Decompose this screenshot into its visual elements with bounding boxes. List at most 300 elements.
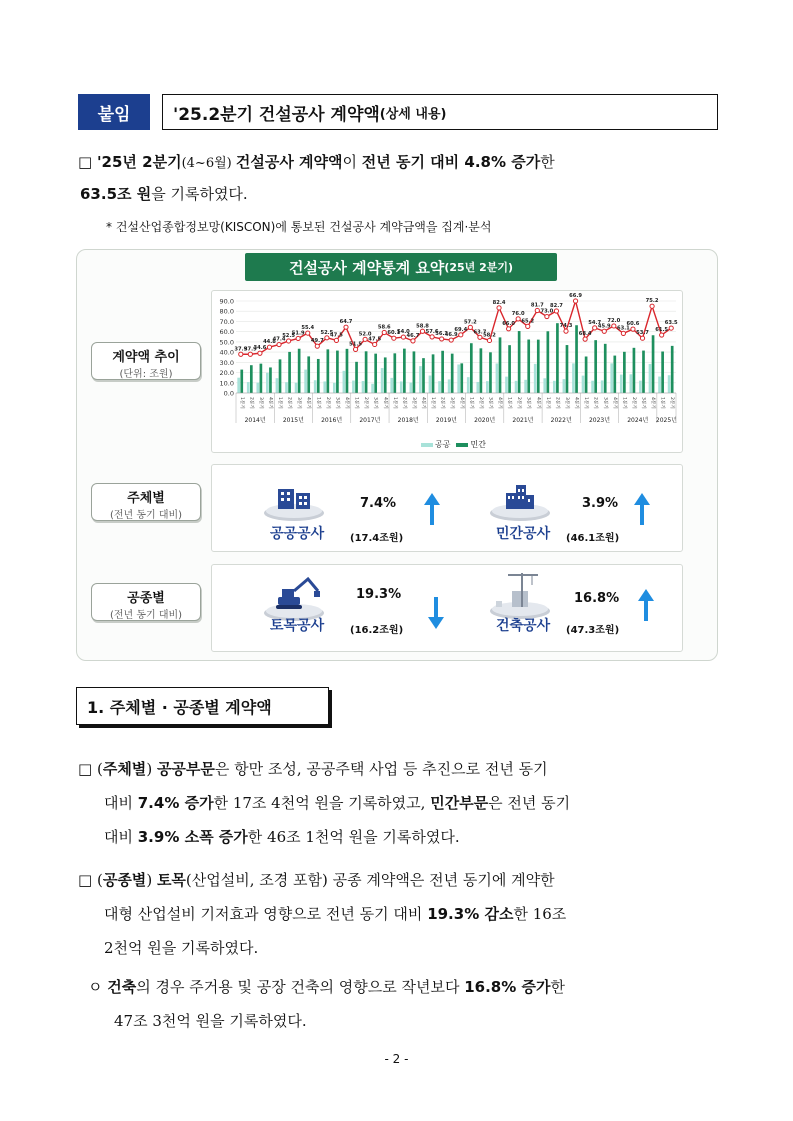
total-point: [277, 342, 281, 346]
bar-private: [240, 370, 243, 393]
year-label: 2018년: [397, 417, 419, 424]
total-point: [478, 335, 482, 339]
bar-public: [276, 378, 279, 393]
bar-private: [298, 349, 301, 393]
total-point: [516, 317, 520, 321]
bar-public: [543, 378, 546, 393]
public-up-arrow-icon: [424, 493, 440, 525]
x-tick-label: 4분기: [305, 397, 311, 409]
x-tick-label: 2분기: [554, 397, 560, 409]
bar-private: [489, 352, 492, 393]
y-tick-label: 80.0: [219, 307, 234, 316]
legend-public: [421, 439, 450, 450]
x-tick-label: 4분기: [458, 397, 464, 409]
x-tick-label: 3분기: [257, 397, 263, 409]
x-tick-label: 1분기: [468, 397, 474, 409]
x-tick-label: 4분기: [344, 397, 349, 409]
year-label: 2014년: [244, 417, 266, 424]
bar-public: [256, 383, 259, 393]
private-amount: (46.1조원): [566, 533, 620, 544]
bar-private: [327, 349, 330, 393]
bar-public: [314, 380, 317, 393]
bar-public: [237, 378, 240, 393]
bar-private: [527, 340, 530, 393]
bar-public: [304, 370, 307, 393]
bar-public: [486, 381, 489, 393]
total-point: [564, 329, 568, 333]
summary-title: [245, 253, 557, 281]
intro-line-1: [78, 147, 555, 179]
bar-public: [352, 381, 355, 393]
intro-change: 전년 동기 대비 4.8% 증가: [361, 153, 541, 171]
bar-public: [266, 373, 269, 393]
x-tick-label: 2분기: [401, 397, 407, 409]
x-tick-label: 2분기: [324, 397, 330, 409]
type-line-3: [78, 931, 566, 965]
attachment-title-box: [162, 94, 718, 130]
type-text-3: 한 16조: [513, 905, 567, 923]
public-pct: 7.4%: [360, 496, 397, 511]
bar-public: [524, 380, 527, 393]
bar-private: [307, 356, 310, 393]
public-change: 7.4% 증가: [137, 794, 214, 812]
total-point: [497, 306, 501, 310]
x-tick-label: 1분기: [544, 397, 550, 409]
year-label: 2025년: [655, 417, 677, 424]
building-up-arrow-icon: [638, 589, 654, 621]
building-construction-label: 건축공사: [496, 618, 551, 634]
x-tick-label: 2분기: [248, 397, 254, 409]
bar-private: [585, 357, 588, 393]
bar-private: [518, 331, 521, 393]
paren-close: ): [146, 760, 157, 778]
x-tick-label: 3분기: [449, 397, 455, 409]
bar-public: [505, 377, 508, 393]
total-point: [373, 342, 377, 346]
y-tick-label: 40.0: [219, 348, 234, 357]
total-point: [602, 329, 606, 333]
point-label: 73.0: [540, 308, 554, 315]
x-tick-label: 2분기: [669, 397, 675, 409]
bar-public: [419, 366, 422, 393]
bar-private: [633, 348, 636, 393]
point-label: 63.5: [664, 320, 678, 327]
page-number: - 2 -: [384, 1052, 409, 1066]
point-label: 63.1: [616, 325, 630, 332]
bar-private: [460, 363, 463, 393]
bar-public: [457, 364, 460, 393]
bar-private: [652, 335, 655, 393]
public-amount: (17.4조원): [350, 533, 404, 544]
square-bullet: □: [78, 760, 93, 778]
point-label: 46.7: [406, 332, 420, 339]
type-text-4: 2천억 원을 기록하였다.: [104, 939, 259, 957]
bar-public: [438, 381, 441, 393]
bar-public: [467, 377, 470, 393]
total-point: [459, 333, 463, 337]
type-line-1: [78, 863, 566, 897]
bar-public: [572, 363, 575, 393]
entity-label-sub: (전년 동기 대비): [109, 510, 183, 521]
private-building-icon: [488, 483, 558, 525]
bar-private: [642, 351, 645, 393]
point-label: 45.9: [597, 323, 611, 330]
total-point: [468, 325, 472, 329]
summary-title-text: 건설공사 계약통계 요약: [288, 258, 445, 277]
type-label-sub: (전년 동기 대비): [109, 610, 183, 621]
x-tick-label: 4분기: [535, 397, 541, 409]
x-tick-label: 3분기: [602, 397, 608, 409]
building-keyword: 건축: [107, 978, 137, 996]
x-tick-label: 4분기: [650, 397, 656, 409]
bar-public: [534, 364, 537, 393]
x-tick-label: 1분기: [659, 397, 665, 409]
total-point: [631, 327, 635, 331]
paren-open: (: [96, 871, 103, 889]
trend-label: [91, 342, 201, 380]
public-sector-keyword: 공공부문: [156, 760, 215, 778]
total-point: [353, 347, 357, 351]
point-label: 65.2: [521, 318, 535, 325]
intro-subject: 건설공사 계약액: [235, 153, 343, 171]
type-text-2: 대형 산업설비 기저효과 영향으로 전년 동기 대비: [104, 905, 428, 923]
bar-private: [250, 365, 253, 393]
total-point: [325, 336, 329, 340]
point-label: 54.7: [588, 319, 602, 326]
bar-private: [556, 323, 559, 393]
x-tick-label: 1분기: [353, 397, 359, 409]
entity-text-5: 대비: [104, 828, 138, 846]
bar-public: [515, 381, 518, 393]
private-up-arrow-icon: [634, 493, 650, 525]
bar-private: [594, 340, 597, 393]
point-label: 58.8: [416, 323, 429, 330]
paren-open: (: [96, 760, 103, 778]
bar-private: [365, 351, 368, 393]
total-point: [449, 338, 453, 342]
point-label: 46.9: [444, 332, 458, 339]
bar-private: [480, 348, 483, 393]
point-label: 56.3: [435, 330, 449, 337]
point-label: 52.5: [320, 329, 334, 336]
bar-public: [601, 380, 604, 393]
bar-private: [279, 359, 282, 393]
total-point: [440, 337, 444, 341]
point-label: 37.9: [234, 346, 248, 353]
section-1-heading: 1. 주체별 · 공종별 계약액: [76, 687, 329, 725]
x-tick-label: 1분기: [506, 397, 512, 409]
private-sector-keyword: 민간부문: [430, 794, 489, 812]
civil-construction-label: 토목공사: [270, 618, 325, 634]
bar-private: [269, 367, 272, 393]
point-label: 64.7: [339, 319, 353, 326]
bar-public: [630, 374, 633, 393]
total-point: [315, 344, 319, 348]
x-tick-label: 3분기: [372, 397, 378, 409]
bar-private: [260, 364, 263, 393]
point-label: 69.4: [454, 326, 468, 333]
intro-particle: 이: [342, 153, 362, 171]
civil-change: 19.3% 감소: [427, 905, 514, 923]
total-point: [554, 309, 558, 313]
x-tick-label: 3분기: [640, 397, 646, 409]
point-label: 82.4: [492, 299, 506, 306]
x-tick-label: 3분기: [410, 397, 416, 409]
private-construction-label: 민간공사: [496, 526, 551, 542]
x-tick-label: 4분기: [382, 397, 388, 409]
x-tick-label: 2분기: [516, 397, 522, 409]
bar-public: [343, 371, 346, 393]
point-label: 52.5: [282, 332, 296, 339]
bar-public: [668, 375, 671, 393]
chart-legend: [421, 439, 486, 450]
bar-public: [410, 382, 413, 393]
total-point: [526, 324, 530, 328]
x-tick-label: 1분기: [238, 397, 244, 409]
total-point: [573, 299, 577, 303]
type-keyword: 공종별: [102, 871, 147, 889]
point-label: 53.7: [636, 330, 649, 337]
x-tick-label: 2분기: [286, 397, 292, 409]
bar-public: [333, 383, 336, 393]
bar-public: [476, 382, 479, 393]
total-point: [593, 326, 597, 330]
point-label: 76.0: [511, 310, 525, 317]
square-bullet: □: [78, 871, 93, 889]
point-label: 51.5: [349, 341, 362, 348]
total-point: [430, 335, 434, 339]
private-pct: 3.9%: [582, 496, 619, 511]
bar-private: [393, 353, 396, 393]
bar-private: [384, 357, 387, 393]
building-pct: 16.8%: [574, 591, 620, 606]
bar-private: [317, 359, 320, 393]
x-tick-label: 2분기: [592, 397, 598, 409]
entity-text-6: 한 46조 1천억 원을 기록하였다.: [247, 828, 460, 846]
type-line-2: [78, 897, 566, 931]
bar-private: [355, 362, 358, 393]
bar-public: [553, 381, 556, 393]
y-tick-label: 0.0: [223, 389, 234, 398]
year-label: 2015년: [282, 417, 304, 424]
bar-private: [470, 343, 473, 393]
bar-public: [649, 364, 652, 393]
bar-public: [390, 378, 393, 393]
trend-label-title: 계약액 추이: [112, 350, 180, 365]
entity-line-3: [78, 820, 570, 854]
summary-title-suffix: (25년 2분기): [444, 261, 514, 274]
year-label: 2022년: [550, 417, 572, 424]
attachment-title: '25.2분기 건설공사 계약액: [173, 104, 380, 125]
total-point: [535, 308, 539, 312]
total-point: [545, 314, 549, 318]
x-tick-label: 4분기: [267, 397, 273, 409]
intro-line-2: [78, 179, 555, 209]
attachment-tag: 붙임: [78, 94, 150, 130]
trend-chart: [211, 290, 683, 453]
bar-private: [422, 358, 425, 393]
bar-public: [639, 381, 642, 393]
bar-public: [429, 376, 432, 393]
trend-label-sub: (단위: 조원): [119, 369, 173, 380]
total-point: [612, 324, 616, 328]
bar-private: [671, 346, 674, 393]
bar-public: [285, 382, 288, 393]
point-label: 49.7: [310, 338, 324, 345]
total-point: [583, 337, 587, 341]
bar-public: [591, 381, 594, 393]
bar-public: [620, 375, 623, 393]
total-point: [267, 345, 271, 349]
x-tick-label: 2분기: [439, 397, 445, 409]
point-label: 81.7: [530, 302, 544, 309]
intro-amount: 63.5조 원: [80, 185, 152, 203]
civil-pct: 19.3%: [356, 587, 402, 602]
total-point: [296, 336, 300, 340]
x-tick-label: 1분기: [583, 397, 589, 409]
legend-private: [456, 439, 485, 450]
attachment-title-suffix: (상세 내용): [379, 106, 447, 122]
building-text-1: 의 경우 주거용 및 공장 건축의 영향으로 작년보다: [136, 978, 465, 996]
bar-private: [288, 352, 291, 393]
x-tick-label: 2분기: [477, 397, 483, 409]
square-bullet: □: [78, 153, 93, 171]
x-tick-label: 1분기: [315, 397, 321, 409]
bar-private: [374, 354, 377, 393]
building-paragraph: [88, 970, 565, 1038]
building-crane-icon: [488, 571, 560, 621]
building-line-1: [88, 970, 565, 1004]
total-point: [487, 338, 491, 342]
total-point: [401, 335, 405, 339]
x-tick-label: 3분기: [525, 397, 531, 409]
bar-public: [582, 376, 585, 393]
entity-line-2: [78, 786, 570, 820]
bar-public: [400, 381, 403, 393]
bar-private: [575, 325, 578, 393]
year-label: 2019년: [435, 417, 457, 424]
bar-private: [336, 351, 339, 393]
bar-private: [547, 331, 550, 393]
total-point: [306, 331, 310, 335]
entity-label-title: 주체별: [127, 491, 165, 506]
point-label: 54.0: [396, 329, 410, 336]
bar-public: [323, 381, 326, 393]
civil-keyword: 토목: [156, 871, 186, 889]
bar-public: [381, 368, 384, 393]
legend-public-label: 공공: [435, 440, 451, 449]
circle-bullet: ㅇ: [88, 978, 103, 996]
source-note: * 건설산업종합정보망(KISCON)에 통보된 건설공사 계약금액을 집계·분석: [106, 220, 492, 234]
public-building-icon: [262, 483, 332, 525]
y-tick-label: 90.0: [219, 297, 234, 306]
year-label: 2020년: [474, 417, 496, 424]
bar-public: [247, 382, 250, 393]
building-change: 16.8% 증가: [464, 978, 551, 996]
year-label: 2017년: [359, 417, 381, 424]
building-text-2: 한: [550, 978, 565, 996]
total-point: [287, 339, 291, 343]
bar-public: [658, 377, 661, 393]
type-label: [91, 583, 201, 621]
point-label: 63.7: [473, 329, 487, 336]
point-label: 74.3: [559, 323, 573, 330]
private-change: 3.9% 소폭 증가: [137, 828, 248, 846]
point-label: 44.8: [263, 339, 276, 346]
bar-private: [661, 351, 664, 393]
entity-keyword: 주체별: [102, 760, 147, 778]
x-tick-label: 1분기: [277, 397, 283, 409]
total-point: [334, 338, 338, 342]
entity-label: [91, 483, 201, 521]
x-tick-label: 3분기: [296, 397, 302, 409]
x-tick-label: 1분기: [430, 397, 436, 409]
intro-paragraph: [78, 147, 555, 209]
total-point: [640, 336, 644, 340]
bar-public: [610, 363, 613, 393]
entity-paragraph: [78, 752, 570, 854]
total-point: [344, 325, 348, 329]
x-tick-label: 4분기: [611, 397, 617, 409]
total-point: [363, 337, 367, 341]
bar-private: [604, 344, 607, 393]
bar-private: [537, 340, 540, 393]
point-label: 60.6: [626, 321, 640, 328]
y-tick-label: 10.0: [219, 379, 234, 388]
point-label: 82.7: [550, 303, 563, 310]
point-label: 68.4: [578, 331, 592, 338]
point-label: 60.1: [387, 330, 401, 337]
public-construction-label: 공공공사: [270, 526, 325, 542]
summary-panel: [76, 249, 718, 661]
point-label: 72.0: [607, 317, 621, 324]
bar-private: [623, 352, 626, 393]
bar-public: [448, 379, 451, 393]
x-tick-label: 4분기: [420, 397, 426, 409]
total-point: [392, 336, 396, 340]
type-paragraph: [78, 863, 566, 965]
bar-public: [563, 379, 566, 393]
building-line-2: [88, 1004, 565, 1038]
trend-chart-svg: [212, 291, 682, 452]
entity-text-1: 은 항만 조성, 공공주택 사업 등 추진으로 전년 동기: [214, 760, 548, 778]
total-point: [660, 333, 664, 337]
bar-private: [613, 356, 616, 393]
bar-private: [403, 349, 406, 393]
point-label: 57.6: [425, 328, 439, 335]
total-point: [507, 327, 511, 331]
entity-row: [211, 464, 683, 552]
paren-close: ): [146, 871, 157, 889]
bar-private: [499, 337, 502, 393]
point-label: 34.6: [253, 345, 267, 352]
bar-private: [566, 345, 569, 393]
attachment-header: [78, 94, 447, 130]
bar-private: [413, 351, 416, 393]
entity-text-2: 대비: [104, 794, 138, 812]
bar-private: [432, 354, 435, 393]
point-label: 47.4: [272, 336, 286, 343]
point-label: 58.6: [377, 324, 391, 331]
bar-public: [371, 384, 374, 393]
total-point: [621, 331, 625, 335]
total-point: [382, 330, 386, 334]
point-label: 66.0: [502, 320, 516, 327]
bar-private: [346, 349, 349, 393]
x-tick-label: 3분기: [334, 397, 340, 409]
intro-suffix: 한: [540, 153, 555, 171]
point-label: 37.9: [243, 346, 257, 353]
